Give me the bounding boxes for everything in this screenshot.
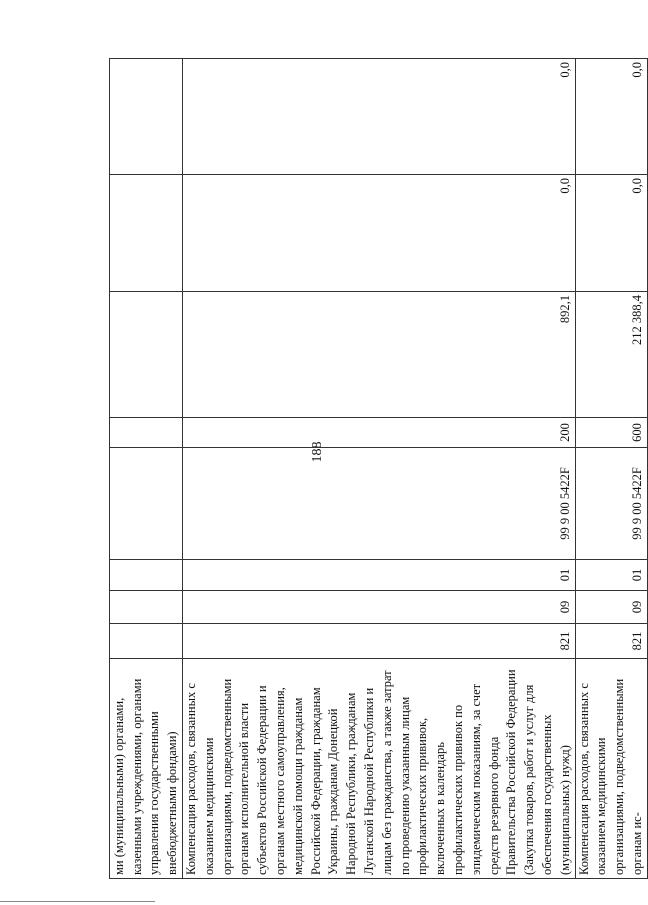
target-article: 99 9 00 5422F	[183, 448, 576, 560]
row-name: Компенсация расходов, связанных с оказанием медицинскими организациями, подведомственными органам исполнительной власти субъектов Российской Федерации и органам местного самоуправления, медицинской помощи гражданам Российской Федерации, гражданам Украины, гражданам Донецкой Народной Республики, гражданам Луганской Народной Республики и лицам без гражданства, а также затрат по проведению указанным лицам профилактических прививок, включенных в календарь профилактических прививок по эпидемическим показаниям, за счет средств резервного фонда Правительства Российской Федерации (Закупка товаров, работ и услуг для обеспечения государственных (муниципальных) нужд)	[183, 659, 576, 879]
subsection-code: 01	[575, 560, 647, 591]
table-row	[575, 59, 647, 879]
expense-type	[110, 418, 183, 448]
page-edge-line	[0, 901, 155, 902]
amount-2: 0,0	[183, 175, 576, 292]
subsection-code: 01	[183, 560, 576, 591]
ministry-code: 821	[575, 624, 647, 659]
amount-3: 0,0	[575, 59, 647, 175]
row-name: Компенсация расходов, связанных с оказанием медицинскими организациями, подведомственными органам ис-	[575, 659, 647, 879]
amount-1: 212 388,4	[575, 292, 647, 418]
amount-1: 892,1	[183, 292, 576, 418]
section-code	[110, 591, 183, 624]
amount-2: 0,0	[575, 175, 647, 292]
amount-1	[110, 292, 183, 418]
budget-table-container	[109, 59, 644, 879]
target-article	[110, 448, 183, 560]
page-number: 188	[310, 441, 325, 463]
section-code: 09	[183, 591, 576, 624]
expense-type: 200	[183, 418, 576, 448]
table-row	[183, 59, 576, 879]
row-name: ми (муниципальными) органами, казенными учреждениями, органами управления государственными внебюджетными фондами)	[110, 659, 183, 879]
amount-3	[110, 59, 183, 175]
amount-3: 0,0	[183, 59, 576, 175]
table-row	[110, 59, 183, 879]
section-code: 09	[575, 591, 647, 624]
rotated-table	[109, 59, 644, 879]
subsection-code	[110, 560, 183, 591]
budget-table	[109, 58, 648, 879]
target-article: 99 9 00 5422F	[575, 448, 647, 560]
ministry-code: 821	[183, 624, 576, 659]
expense-type: 600	[575, 418, 647, 448]
ministry-code	[110, 624, 183, 659]
amount-2	[110, 175, 183, 292]
